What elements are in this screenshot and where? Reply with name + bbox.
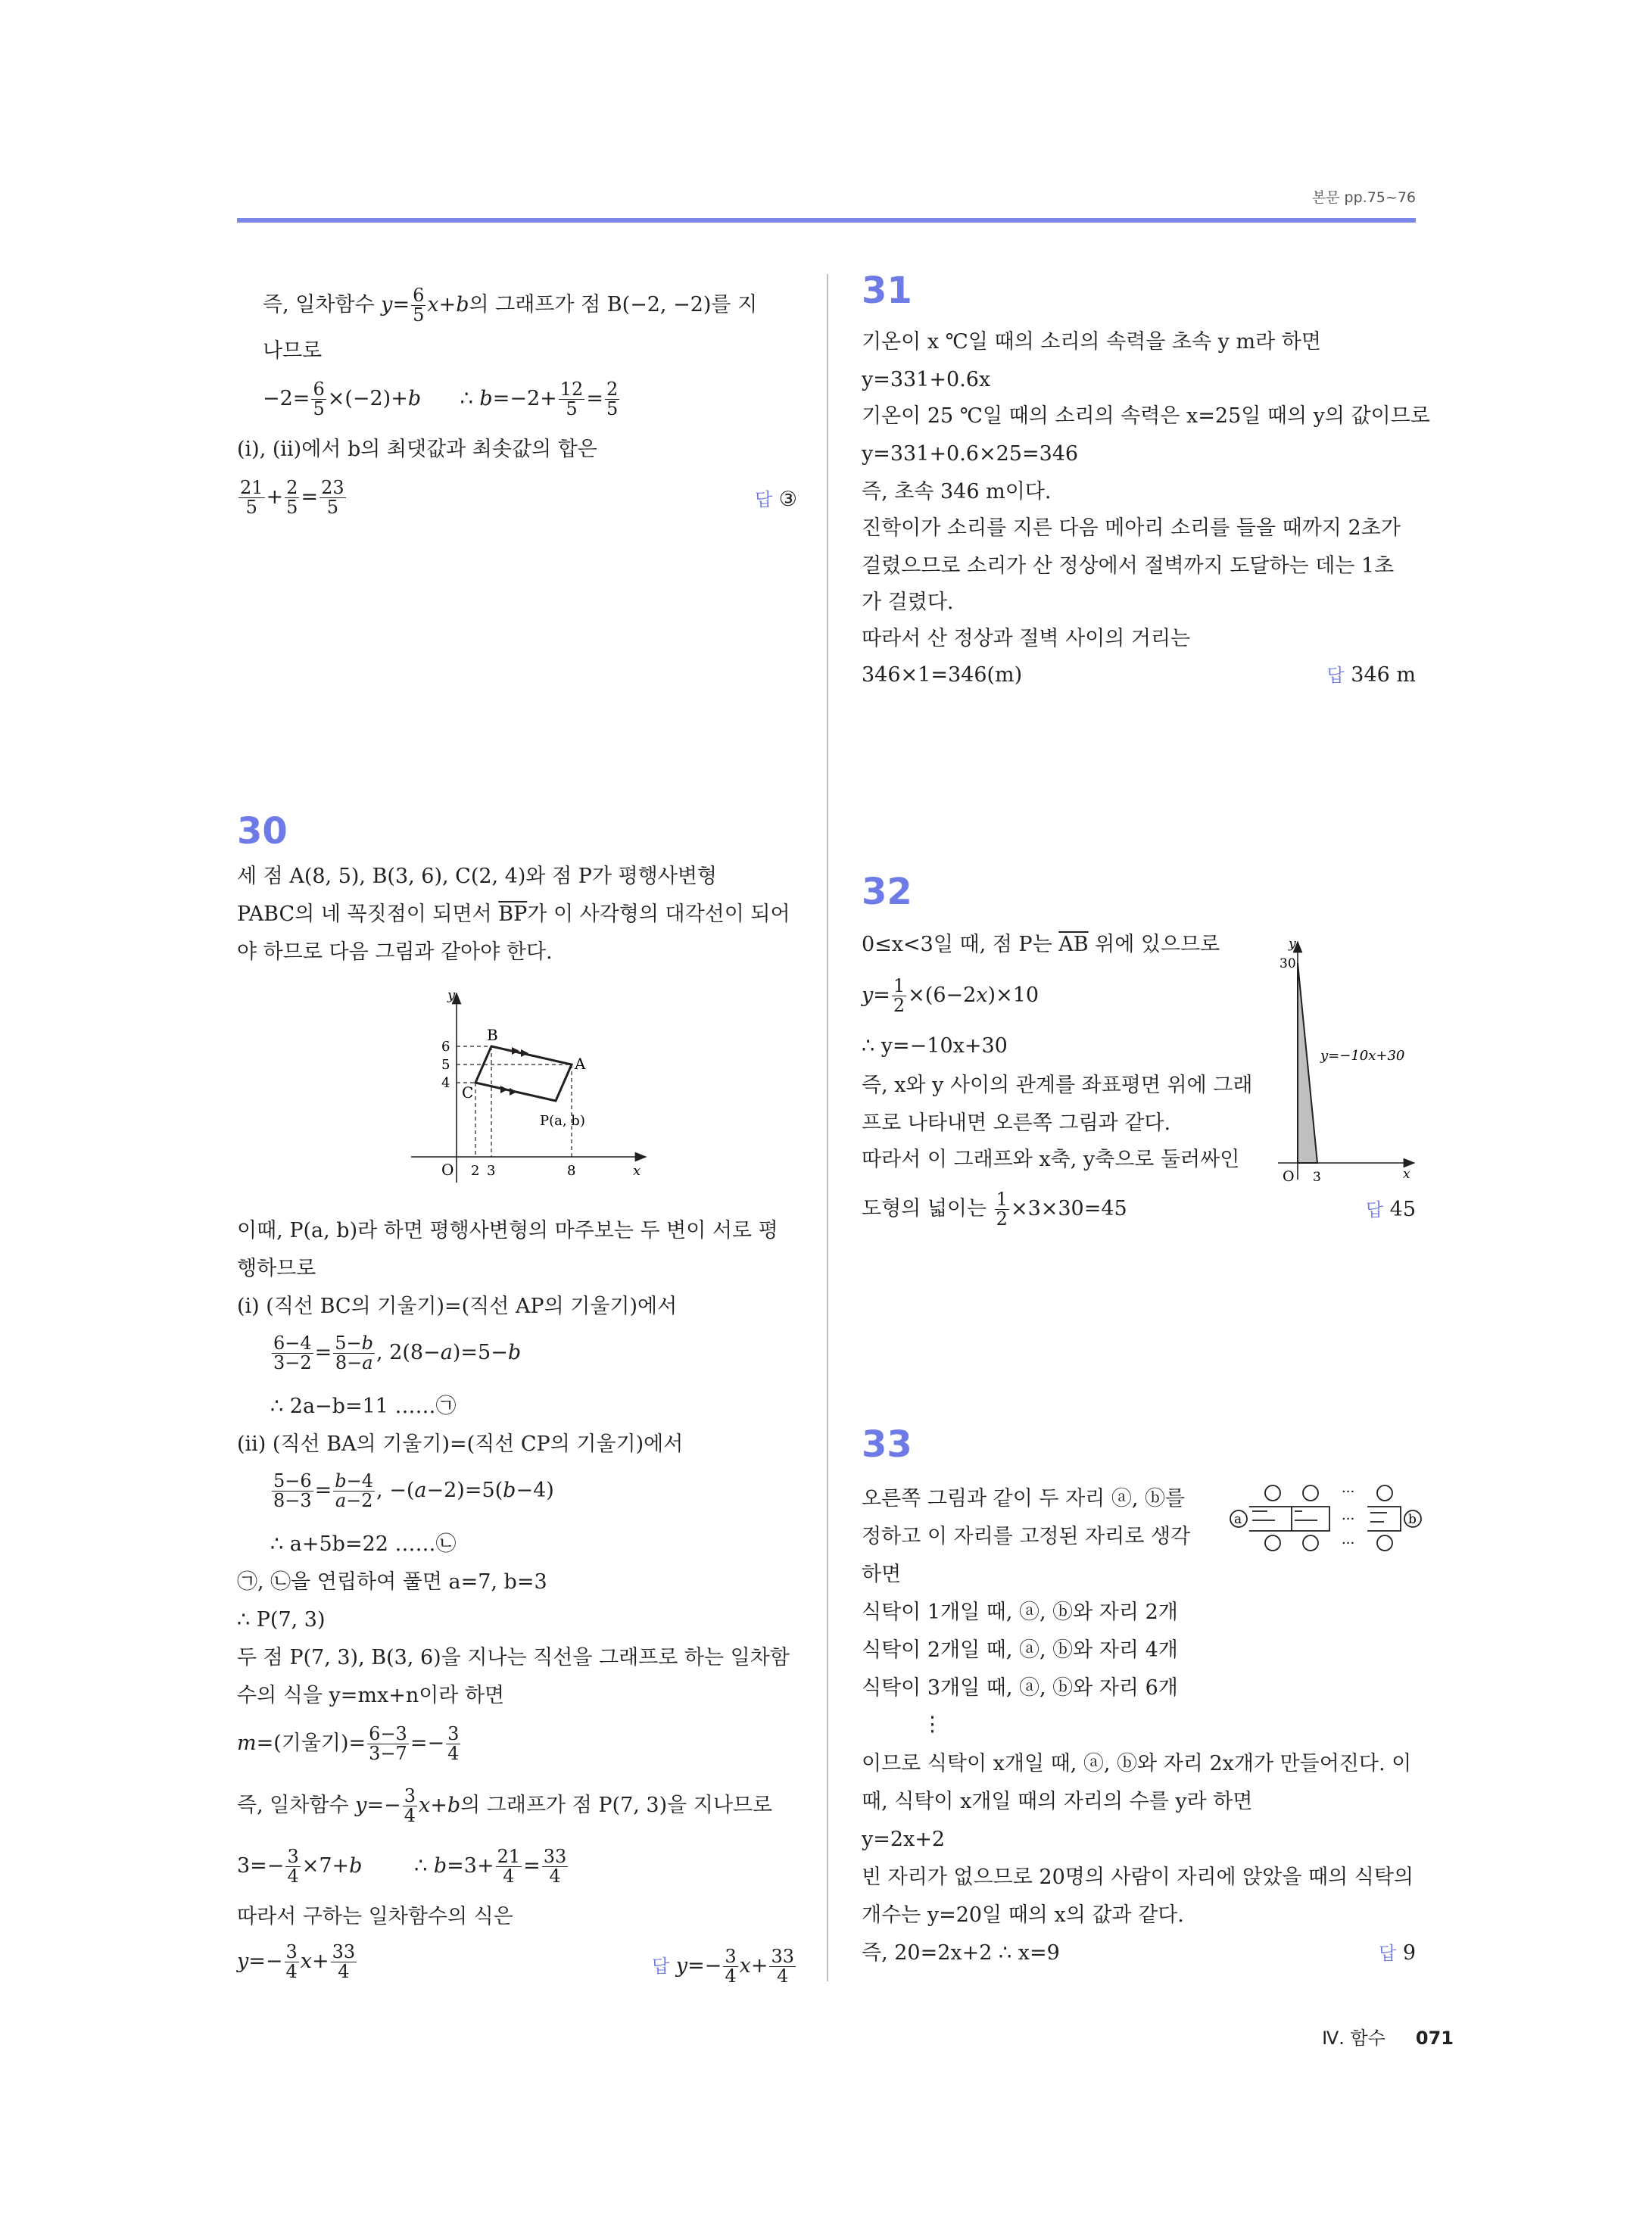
p32-line-7: 도형의 넓이는 $\frac{1}{2}$ ×3×30=45 [862,1189,1127,1230]
p32-answer: 답 45 [1365,1198,1416,1221]
fig32-axis-y: y [1289,937,1296,952]
p30-answer: 답 y=− $\frac{3}{4}$ x+ $\frac{33}{4}$ [652,1946,794,1987]
intro-line-5: $\frac{21}{5}$ + $\frac{2}{5}$ = $\frac{23}{5}$ [240,477,344,519]
fig33-dots-top: ··· [1342,1484,1355,1500]
chapter-label: Ⅳ. 함수 [1322,2028,1385,2049]
column-divider [827,274,828,1981]
parallelogram-figure [396,984,661,1189]
p32-line-4: 즉, x와 y 사이의 관계를 좌표평면 위에 그래 [862,1074,1253,1097]
p31-line-9: 따라서 산 정상과 절벽 사이의 거리는 [862,627,1191,650]
intro-line-4: (ⅰ), (ⅱ)에서 b의 최댓값과 최솟값의 합은 [237,438,597,461]
p33-line-3: 하면 [862,1563,902,1586]
fig30-label-P: P(a, b) [540,1113,585,1129]
intro-line-1: 즉, 일차함수 y= $\frac{6}{5}$ x+b의 그래프가 점 B(−2, −2)를 지 [263,285,758,326]
problem-30-number: 30 [237,810,288,853]
p33-line-9: 때, 식탁이 x개일 때의 자리의 수를 y라 하면 [862,1790,1253,1813]
table-seating-figure [1225,1476,1422,1560]
p30-line-3: 야 하므로 다음 그림과 같아야 한다. [237,940,553,964]
p30-line-11: ∴ a+5b=22 ……㉡ [270,1532,457,1556]
p30-line-14: 두 점 P(7, 3), B(3, 6)을 지나는 직선을 그래프로 하는 일차함 [237,1646,790,1669]
p32-line-5: 프로 나타내면 오른쪽 그림과 같다. [862,1111,1171,1135]
intro-line-2: 나므로 [263,339,323,363]
p30-line-10: $\frac{5-6}{8-3}$ = $\frac{b-4}{a-2}$ , −(a−2)=5(b−4) [273,1470,554,1512]
p30-line-4: 이때, P(a, b)라 하면 평행사변형의 마주보는 두 변이 서로 평 [237,1219,778,1242]
p33-answer: 답 9 [1379,1941,1416,1965]
p30-line-12: ㉠, ㉡을 연립하여 풀면 a=7, b=3 [237,1570,547,1594]
right-column [862,0,1430,2235]
p32-line-6: 따라서 이 그래프와 x축, y축으로 둘러싸인 [862,1148,1240,1171]
p33-line-7: ⋮ [922,1713,943,1736]
problem-33-number: 33 [862,1423,912,1466]
p31-line-3: 기온이 25 ℃일 때의 소리의 속력은 x=25일 때의 y의 값이므로 [862,404,1430,428]
fig30-label-C: C [462,1083,474,1102]
p30-line-7: $\frac{6-4}{3-2}$ = $\frac{5-b}{8-a}$ , 2(8−a)=5−b [273,1333,522,1374]
page-footer [1322,2023,1454,2050]
fig30-label-A: A [575,1055,586,1073]
p33-line-4: 식탁이 1개일 때, ⓐ, ⓑ와 자리 2개 [862,1601,1178,1624]
intro-answer: 답 ③ [755,488,797,511]
p30-line-13: ∴ P(7, 3) [237,1608,326,1632]
p33-line-13: 즉, 20=2x+2 ∴ x=9 [862,1941,1060,1965]
p33-line-10: y=2x+2 [862,1828,946,1851]
fig33-seat-a: a [1234,1512,1242,1527]
p31-line-5: 즉, 초속 346 m이다. [862,480,1052,503]
fig30-ytick-5: 5 [441,1057,450,1073]
fig30-axis-x: x [633,1163,641,1179]
p33-line-2: 정하고 이 자리를 고정된 자리로 생각 [862,1525,1191,1548]
fig30-ytick-4: 4 [441,1075,450,1091]
p30-line-1: 세 점 A(8, 5), B(3, 6), C(2, 4)와 점 P가 평행사변형 [237,865,717,888]
p33-line-6: 식탁이 3개일 때, ⓐ, ⓑ와 자리 6개 [862,1676,1178,1700]
p31-line-6: 진학이가 소리를 지른 다음 메아리 소리를 들을 때까지 2초가 [862,516,1401,540]
p33-line-5: 식탁이 2개일 때, ⓐ, ⓑ와 자리 4개 [862,1638,1178,1662]
fig32-line-label: y=−10x+30 [1320,1048,1405,1064]
p31-line-7: 걸렸으므로 소리가 산 정상에서 절벽까지 도달하는 데는 1초 [862,554,1395,578]
fig30-xtick-2: 2 [471,1163,480,1179]
p31-line-10: 346×1=346(m) [862,663,1023,687]
p31-line-8: 가 걸렸다. [862,591,954,614]
triangle-graph-figure [1270,931,1422,1189]
fig32-origin: O [1283,1168,1295,1185]
p31-answer: 답 346 m [1326,663,1416,687]
intro-line-3: −2= $\frac{6}{5}$ ×(−2)+b ∴ b=−2+ $\frac{12}{5}$ = $\frac{2}{5}$ [263,379,619,420]
p30-line-9: (ⅱ) (직선 BA의 기울기)=(직선 CP의 기울기)에서 [237,1432,684,1456]
fig32-ytick-30: 30 [1280,956,1296,971]
fig30-xtick-3: 3 [487,1163,496,1179]
fig30-xtick-8: 8 [567,1163,576,1179]
p30-line-17: 즉, 일차함수 y=− $\frac{3}{4}$ x+b의 그래프가 점 P(7, 3)을 지나므로 [237,1785,773,1827]
fig33-dots-bottom: ··· [1342,1535,1355,1551]
p30-line-18: 3=− $\frac{3}{4}$ ×7+b ∴ b=3+ $\frac{21}{4}$ = $\frac{33}{4}$ [237,1846,567,1887]
fig33-dots-mid: ··· [1342,1511,1355,1527]
p31-line-1: 기온이 x ℃일 때의 소리의 속력을 초속 y m라 하면 [862,330,1321,354]
p30-line-20: y=− $\frac{3}{4}$ x+ $\frac{33}{4}$ [237,1941,356,1983]
fig33-seat-b: b [1408,1512,1417,1527]
p33-line-12: 개수는 y=20일 때의 x의 값과 같다. [862,1903,1184,1927]
left-column [237,0,797,2235]
p31-line-2: y=331+0.6x [862,368,991,391]
p32-line-3: ∴ y=−10x+30 [862,1034,1008,1058]
p32-line-1: 0≤x<3일 때, 점 P는 $\overline{AB}$ 위에 있으므로 [862,933,1220,956]
p33-line-11: 빈 자리가 없으므로 20명의 사람이 자리에 앉았을 때의 식탁의 [862,1866,1414,1889]
p33-line-1: 오른쪽 그림과 같이 두 자리 ⓐ, ⓑ를 [862,1487,1186,1510]
page-number: 071 [1415,2028,1454,2049]
p30-line-19: 따라서 구하는 일차함수의 식은 [237,1905,513,1928]
fig32-xtick-3: 3 [1313,1170,1321,1185]
p30-line-5: 행하므로 [237,1257,316,1280]
page-ref: 본문 pp.75~76 [1311,189,1416,206]
shaded-triangle [1298,963,1317,1163]
p31-line-4: y=331+0.6×25=346 [862,442,1079,466]
p30-line-8: ∴ 2a−b=11 ……㉠ [270,1395,457,1418]
p30-line-15: 수의 식을 y=mx+n이라 하면 [237,1684,505,1707]
p30-line-16: m=(기울기)= $\frac{6-3}{3-7}$ =− $\frac{3}{4}$ [237,1723,460,1765]
p33-line-8: 이므로 식탁이 x개일 때, ⓐ, ⓑ와 자리 2x개가 만들어진다. 이 [862,1752,1412,1775]
problem-31-number: 31 [862,270,912,312]
p32-line-2: y= $\frac{1}{2}$ ×(6−2x)×10 [862,975,1040,1017]
fig32-axis-x: x [1403,1167,1410,1182]
problem-32-number: 32 [862,871,912,913]
fig30-label-B: B [487,1026,498,1044]
fig30-origin: O [441,1161,454,1179]
p30-line-2: PABC의 네 꼭짓점이 되면서 $\overline{BP}$가 이 사각형의 대각선이 되어 [237,902,790,926]
fig30-axis-y: y [447,987,456,1003]
fig30-ytick-6: 6 [441,1039,450,1055]
p30-line-6: (ⅰ) (직선 BC의 기울기)=(직선 AP의 기울기)에서 [237,1295,678,1318]
